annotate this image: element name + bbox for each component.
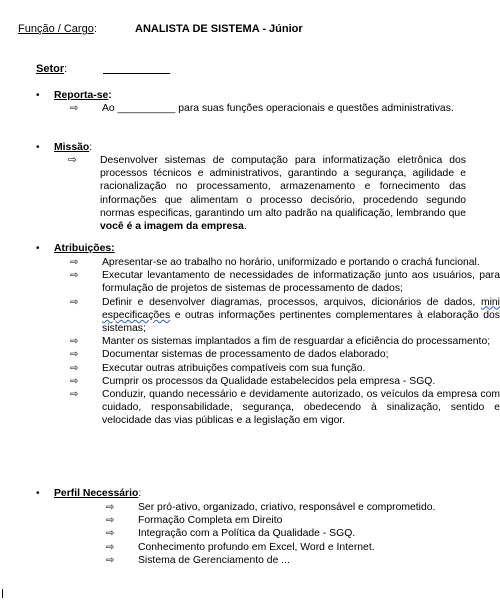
list-item: ⇨ Integração com a Política da Qualidade - SGQ. xyxy=(106,528,356,540)
job-title-colon: : xyxy=(93,23,97,35)
job-title-label: Função / Cargo xyxy=(18,23,94,35)
arrow-right-icon: ⇨ xyxy=(70,349,79,361)
list-item: ⇨ Formação Completa em Direito xyxy=(106,515,283,527)
spellcheck-underline[interactable]: mini especificações xyxy=(102,296,500,321)
arrow-right-icon: ⇨ xyxy=(70,362,79,374)
atribuicoes-list xyxy=(70,256,500,428)
missao-emphasis: você é a imagem da empresa xyxy=(100,221,244,233)
perfil-list xyxy=(106,501,438,567)
sector-colon: : xyxy=(64,63,68,75)
section-title-reporta: Reporta-se: xyxy=(54,90,112,101)
arrow-right-icon: ⇨ xyxy=(70,375,79,387)
missao-body: Desenvolver sistemas de computação para informatização eletrônica dos processos técnicos e administrativos, garantindo a segurança, agilidade e racionalização no processamento, armazenamento e fornecimento das informações que alimentam o processo decisório, procedendo segundo normas especificas, garantindo um alto padrão na qualificação, lembrando que xyxy=(100,155,466,219)
list-item xyxy=(70,102,500,115)
sector-line xyxy=(36,63,67,75)
text-cursor xyxy=(2,589,3,598)
list-item: ⇨ Executar outras atribuições compatíveis com sua função. xyxy=(70,362,366,374)
arrow-right-icon: ⇨ xyxy=(70,389,79,401)
list-item: ⇨ Manter os sistemas implantados a fim de resguardar a eficiência do processamento; xyxy=(70,336,491,348)
bullet-icon: • xyxy=(36,488,40,499)
sector-label: Setor xyxy=(36,63,65,75)
arrow-right-icon: ⇨ xyxy=(106,515,115,527)
section-title-atribuicoes: Atribuições: xyxy=(54,243,115,254)
bullet-icon: • xyxy=(36,90,40,101)
list-item: ⇨ Executar levantamento de necessidades de informatização junto aos usuários, para formulação de projetos de sistemas de processamento de dados; xyxy=(70,270,500,295)
bullet-icon: • xyxy=(36,142,40,153)
section-title-perfil: Perfil Necessário: xyxy=(54,488,142,499)
list-item: ⇨ Conduzir, quando necessário e devidamente autorizado, os veículos da empresa com cuidado, responsabilidade, segurança, obedecendo à sinalização, sentido e velocidade das vias públicas e a legislação em vigor. xyxy=(70,389,500,427)
arrow-right-icon: ⇨ xyxy=(70,103,79,114)
job-header xyxy=(18,23,303,35)
arrow-right-icon: ⇨ xyxy=(70,257,79,268)
reporta-list xyxy=(70,102,500,115)
arrow-right-icon: ⇨ xyxy=(68,155,77,166)
list-item: ⇨ Documentar sistemas de processamento de dados elaborado; xyxy=(70,349,389,361)
list-item: ⇨ Cumprir os processos da Qualidade estabelecidos pela empresa - SGQ. xyxy=(70,375,436,387)
arrow-right-icon: ⇨ xyxy=(70,296,79,308)
job-title-value: ANALISTA DE SISTEMA - Júnior xyxy=(135,23,303,35)
arrow-right-icon: ⇨ xyxy=(106,502,115,513)
list-item-text: Ao __________ para suas funções operacionais e questões administrativas. xyxy=(102,103,454,114)
list-item: ⇨ Apresentar-se ao trabalho no horário, uniformizado e portando o crachá funcional. xyxy=(70,257,480,268)
missao-text: ⇨ Desenvolver sistemas de computação para informatização eletrônica dos processos técnicos e administrativos, garantindo a segurança, agilidade e racionalização no processamento, armazenamento e fornecimento das informações que alimentam o processo decisório, procedendo segundo normas especificas, garantindo um alto padrão na qualificação, lembrando que você é a imagem da empresa. xyxy=(68,155,466,233)
section-title-missao: Missão: xyxy=(54,142,93,153)
arrow-right-icon: ⇨ xyxy=(70,270,79,282)
arrow-right-icon: ⇨ xyxy=(70,336,79,348)
bullet-icon: • xyxy=(36,243,40,254)
arrow-right-icon: ⇨ xyxy=(106,528,115,540)
sector-blank xyxy=(103,63,170,75)
list-item: ⇨ Ser pró-ativo, organizado, criativo, responsável e comprometido. xyxy=(106,502,436,513)
arrow-right-icon: ⇨ xyxy=(106,541,115,553)
list-item: ⇨ Conhecimento profundo em Excel, Word e Internet. xyxy=(106,541,375,553)
arrow-right-icon: ⇨ xyxy=(106,554,115,566)
list-item: ⇨ Sistema de Gerenciamento de ... xyxy=(106,554,290,566)
list-item: ⇨ Definir e desenvolver diagramas, processos, arquivos, dicionários de dados, mini especificações e outras informações pertinentes complementares à elaboração dos sistemas; xyxy=(70,296,500,335)
